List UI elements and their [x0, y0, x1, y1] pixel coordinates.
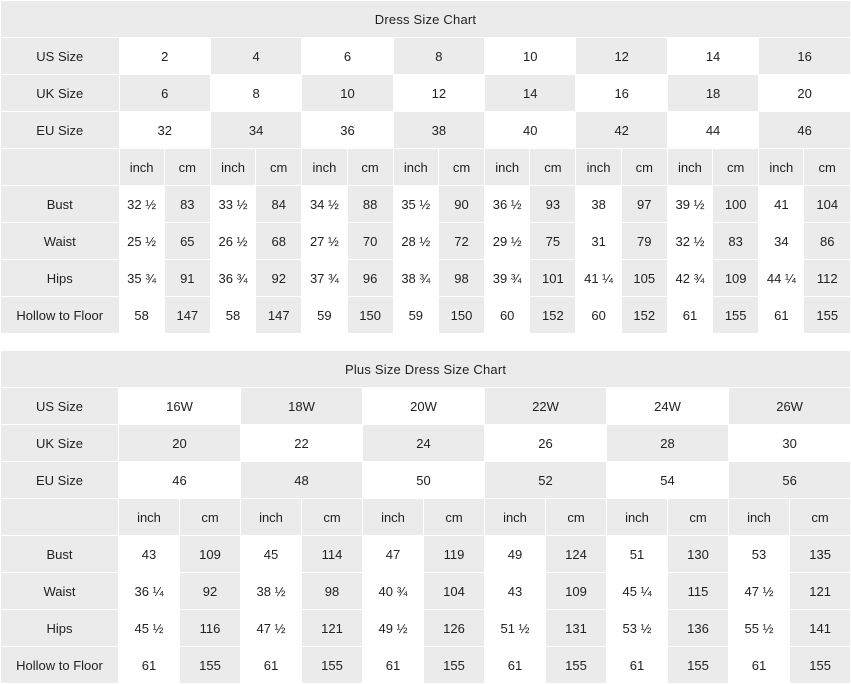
cell-bust: 83: [164, 186, 210, 223]
unit-cell: cm: [164, 149, 210, 186]
cell-waist: 32 ½: [667, 223, 712, 260]
cell-eu-size-2: 48: [241, 462, 363, 499]
plus-size-dress-size-chart-block: [0, 350, 851, 684]
cell-uk-size-1: 20: [119, 425, 241, 462]
cell-waist: 27 ½: [302, 223, 347, 260]
cell-bust: 90: [438, 186, 484, 223]
unit-cell: cm: [790, 499, 851, 536]
cell-waist: 25 ½: [119, 223, 164, 260]
cell-hips: 131: [546, 610, 607, 647]
cell-bust: 45: [241, 536, 302, 573]
cell-bust: 135: [790, 536, 851, 573]
unit-cell: inch: [241, 499, 302, 536]
cell-waist: 29 ½: [485, 223, 530, 260]
cell-waist: 72: [438, 223, 484, 260]
cell-bust: 119: [424, 536, 485, 573]
cell-waist: 121: [790, 573, 851, 610]
cell-bust: 49: [485, 536, 546, 573]
cell-us-size-3: 20W: [363, 388, 485, 425]
cell-hips: 121: [302, 610, 363, 647]
cell-uk-size-2: 8: [210, 75, 301, 112]
unit-row: [1, 499, 851, 536]
table-row: [1, 75, 851, 112]
cell-bust: 47: [363, 536, 424, 573]
chart-title-row: [1, 1, 851, 38]
cell-hollow-to-floor: 60: [576, 297, 621, 334]
cell-hollow-to-floor: 58: [210, 297, 255, 334]
unit-cell: inch: [210, 149, 255, 186]
cell-bust: 43: [119, 536, 180, 573]
cell-uk-size-8: 20: [759, 75, 851, 112]
cell-uk-size-5: 28: [607, 425, 729, 462]
row-label-us-size: US Size: [1, 38, 120, 75]
cell-eu-size-3: 36: [302, 112, 393, 149]
row-label-waist: Waist: [1, 223, 120, 260]
cell-waist: 83: [713, 223, 759, 260]
cell-hips: 98: [438, 260, 484, 297]
cell-hollow-to-floor: 155: [790, 647, 851, 684]
cell-us-size-2: 4: [210, 38, 301, 75]
row-label-units: [1, 149, 120, 186]
cell-hips: 55 ½: [729, 610, 790, 647]
cell-hips: 45 ½: [119, 610, 180, 647]
table-row: [1, 425, 851, 462]
cell-uk-size-5: 14: [485, 75, 576, 112]
cell-bust: 53: [729, 536, 790, 573]
unit-cell: inch: [759, 149, 804, 186]
cell-hips: 37 ¾: [302, 260, 347, 297]
unit-cell: cm: [713, 149, 759, 186]
cell-hips: 136: [668, 610, 729, 647]
cell-waist: 34: [759, 223, 804, 260]
table-row: [1, 112, 851, 149]
cell-hollow-to-floor: 60: [485, 297, 530, 334]
cell-hollow-to-floor: 147: [256, 297, 302, 334]
cell-us-size-4: 8: [393, 38, 484, 75]
cell-hollow-to-floor: 61: [241, 647, 302, 684]
cell-waist: 38 ½: [241, 573, 302, 610]
page-title: Dress Size Chart: [1, 1, 851, 38]
row-label-eu-size: EU Size: [1, 462, 119, 499]
cell-waist: 36 ¼: [119, 573, 180, 610]
cell-uk-size-1: 6: [119, 75, 210, 112]
cell-bust: 35 ½: [393, 186, 438, 223]
cell-hips: 49 ½: [363, 610, 424, 647]
cell-hips: 126: [424, 610, 485, 647]
cell-hips: 41 ¼: [576, 260, 621, 297]
cell-bust: 39 ½: [667, 186, 712, 223]
section-divider: [0, 334, 851, 350]
row-label-hips: Hips: [1, 610, 119, 647]
cell-us-size-2: 18W: [241, 388, 363, 425]
cell-hips: 39 ¾: [485, 260, 530, 297]
cell-bust: 33 ½: [210, 186, 255, 223]
dress-size-chart-table: [0, 0, 851, 334]
cell-hollow-to-floor: 150: [438, 297, 484, 334]
table-row: [1, 260, 851, 297]
cell-bust: 93: [530, 186, 576, 223]
cell-hollow-to-floor: 152: [530, 297, 576, 334]
table-row: [1, 573, 851, 610]
row-label-uk-size: UK Size: [1, 75, 120, 112]
cell-us-size-3: 6: [302, 38, 393, 75]
cell-bust: 130: [668, 536, 729, 573]
cell-us-size-5: 24W: [607, 388, 729, 425]
cell-eu-size-1: 46: [119, 462, 241, 499]
unit-cell: cm: [256, 149, 302, 186]
unit-row: [1, 149, 851, 186]
cell-uk-size-6: 16: [576, 75, 667, 112]
cell-uk-size-7: 18: [667, 75, 758, 112]
cell-bust: 32 ½: [119, 186, 164, 223]
unit-cell: inch: [302, 149, 347, 186]
cell-hollow-to-floor: 58: [119, 297, 164, 334]
cell-hips: 92: [256, 260, 302, 297]
table-row: [1, 297, 851, 334]
unit-cell: cm: [438, 149, 484, 186]
cell-waist: 28 ½: [393, 223, 438, 260]
cell-waist: 104: [424, 573, 485, 610]
cell-bust: 41: [759, 186, 804, 223]
unit-cell: cm: [347, 149, 393, 186]
cell-hollow-to-floor: 155: [424, 647, 485, 684]
cell-hips: 44 ¼: [759, 260, 804, 297]
cell-waist: 86: [804, 223, 851, 260]
cell-waist: 65: [164, 223, 210, 260]
cell-eu-size-1: 32: [119, 112, 210, 149]
table-row: [1, 647, 851, 684]
cell-hollow-to-floor: 150: [347, 297, 393, 334]
cell-eu-size-6: 42: [576, 112, 667, 149]
unit-cell: cm: [530, 149, 576, 186]
dress-size-chart-block: [0, 0, 851, 334]
row-label-eu-size: EU Size: [1, 112, 120, 149]
cell-hollow-to-floor: 155: [180, 647, 241, 684]
cell-bust: 104: [804, 186, 851, 223]
cell-hips: 47 ½: [241, 610, 302, 647]
cell-eu-size-2: 34: [210, 112, 301, 149]
cell-bust: 100: [713, 186, 759, 223]
cell-bust: 114: [302, 536, 363, 573]
row-label-waist: Waist: [1, 573, 119, 610]
cell-bust: 84: [256, 186, 302, 223]
cell-hips: 38 ¾: [393, 260, 438, 297]
cell-waist: 79: [621, 223, 667, 260]
cell-waist: 40 ¾: [363, 573, 424, 610]
row-label-uk-size: UK Size: [1, 425, 119, 462]
row-label-us-size: US Size: [1, 388, 119, 425]
unit-cell: cm: [546, 499, 607, 536]
cell-waist: 26 ½: [210, 223, 255, 260]
cell-hips: 53 ½: [607, 610, 668, 647]
plus-size-dress-size-chart-table: [0, 350, 851, 684]
cell-waist: 92: [180, 573, 241, 610]
cell-hips: 116: [180, 610, 241, 647]
plus-size-title: Plus Size Dress Size Chart: [1, 351, 851, 388]
cell-hollow-to-floor: 61: [759, 297, 804, 334]
cell-eu-size-5: 40: [485, 112, 576, 149]
unit-cell: inch: [119, 499, 180, 536]
unit-cell: cm: [621, 149, 667, 186]
cell-waist: 115: [668, 573, 729, 610]
cell-hips: 91: [164, 260, 210, 297]
row-label-bust: Bust: [1, 536, 119, 573]
cell-bust: 34 ½: [302, 186, 347, 223]
unit-cell: inch: [119, 149, 164, 186]
cell-hips: 96: [347, 260, 393, 297]
unit-cell: cm: [180, 499, 241, 536]
cell-waist: 109: [546, 573, 607, 610]
cell-hollow-to-floor: 61: [119, 647, 180, 684]
cell-uk-size-3: 24: [363, 425, 485, 462]
unit-cell: cm: [424, 499, 485, 536]
unit-cell: cm: [302, 499, 363, 536]
cell-hips: 51 ½: [485, 610, 546, 647]
unit-cell: inch: [607, 499, 668, 536]
cell-hips: 42 ¾: [667, 260, 712, 297]
cell-waist: 98: [302, 573, 363, 610]
cell-hips: 141: [790, 610, 851, 647]
table-row: [1, 388, 851, 425]
cell-hollow-to-floor: 155: [713, 297, 759, 334]
cell-waist: 47 ½: [729, 573, 790, 610]
unit-cell: inch: [667, 149, 712, 186]
cell-hollow-to-floor: 152: [621, 297, 667, 334]
cell-uk-size-4: 12: [393, 75, 484, 112]
row-label-hips: Hips: [1, 260, 120, 297]
row-label-hollow-to-floor: Hollow to Floor: [1, 297, 120, 334]
cell-hollow-to-floor: 61: [667, 297, 712, 334]
unit-cell: inch: [485, 499, 546, 536]
unit-cell: inch: [363, 499, 424, 536]
cell-us-size-5: 10: [485, 38, 576, 75]
unit-cell: inch: [393, 149, 438, 186]
cell-bust: 97: [621, 186, 667, 223]
cell-waist: 31: [576, 223, 621, 260]
table-row: [1, 186, 851, 223]
cell-hips: 36 ¾: [210, 260, 255, 297]
cell-uk-size-4: 26: [485, 425, 607, 462]
unit-cell: cm: [804, 149, 851, 186]
cell-hollow-to-floor: 155: [804, 297, 851, 334]
cell-hollow-to-floor: 155: [668, 647, 729, 684]
unit-cell: inch: [576, 149, 621, 186]
unit-cell: inch: [729, 499, 790, 536]
cell-hollow-to-floor: 61: [363, 647, 424, 684]
chart-title-row: [1, 351, 851, 388]
cell-hollow-to-floor: 155: [546, 647, 607, 684]
cell-us-size-4: 22W: [485, 388, 607, 425]
cell-us-size-1: 16W: [119, 388, 241, 425]
unit-cell: cm: [668, 499, 729, 536]
cell-uk-size-6: 30: [729, 425, 851, 462]
cell-bust: 51: [607, 536, 668, 573]
cell-waist: 68: [256, 223, 302, 260]
cell-eu-size-4: 52: [485, 462, 607, 499]
cell-hollow-to-floor: 61: [485, 647, 546, 684]
cell-bust: 109: [180, 536, 241, 573]
cell-us-size-6: 26W: [729, 388, 851, 425]
cell-hollow-to-floor: 61: [607, 647, 668, 684]
cell-hips: 109: [713, 260, 759, 297]
cell-hips: 112: [804, 260, 851, 297]
cell-waist: 45 ¼: [607, 573, 668, 610]
table-row: [1, 536, 851, 573]
cell-hips: 35 ¾: [119, 260, 164, 297]
cell-eu-size-5: 54: [607, 462, 729, 499]
cell-waist: 43: [485, 573, 546, 610]
table-row: [1, 223, 851, 260]
cell-us-size-1: 2: [119, 38, 210, 75]
cell-waist: 70: [347, 223, 393, 260]
cell-eu-size-4: 38: [393, 112, 484, 149]
cell-eu-size-6: 56: [729, 462, 851, 499]
cell-us-size-7: 14: [667, 38, 758, 75]
cell-hollow-to-floor: 147: [164, 297, 210, 334]
cell-uk-size-3: 10: [302, 75, 393, 112]
cell-waist: 75: [530, 223, 576, 260]
cell-bust: 124: [546, 536, 607, 573]
cell-us-size-8: 16: [759, 38, 851, 75]
table-row: [1, 610, 851, 647]
cell-bust: 38: [576, 186, 621, 223]
cell-eu-size-3: 50: [363, 462, 485, 499]
cell-bust: 88: [347, 186, 393, 223]
table-row: [1, 462, 851, 499]
cell-hips: 101: [530, 260, 576, 297]
cell-hollow-to-floor: 59: [393, 297, 438, 334]
cell-hollow-to-floor: 59: [302, 297, 347, 334]
unit-cell: inch: [485, 149, 530, 186]
cell-hollow-to-floor: 155: [302, 647, 363, 684]
cell-eu-size-7: 44: [667, 112, 758, 149]
cell-bust: 36 ½: [485, 186, 530, 223]
row-label-bust: Bust: [1, 186, 120, 223]
cell-eu-size-8: 46: [759, 112, 851, 149]
cell-hips: 105: [621, 260, 667, 297]
row-label-units: [1, 499, 119, 536]
cell-uk-size-2: 22: [241, 425, 363, 462]
cell-us-size-6: 12: [576, 38, 667, 75]
table-row: [1, 38, 851, 75]
cell-hollow-to-floor: 61: [729, 647, 790, 684]
row-label-hollow-to-floor: Hollow to Floor: [1, 647, 119, 684]
